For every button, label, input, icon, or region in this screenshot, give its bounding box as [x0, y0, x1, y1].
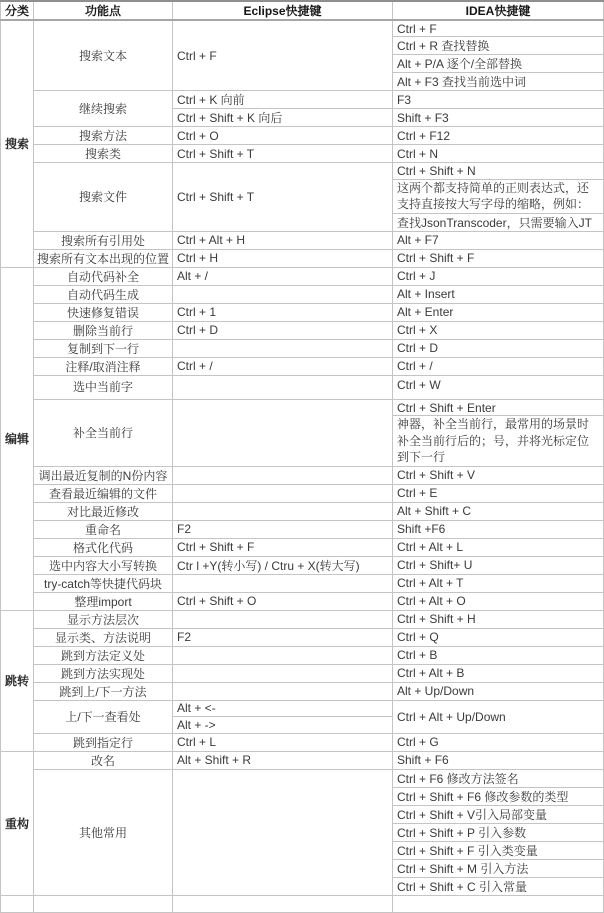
idea-shortcut-cell: Alt + Enter	[393, 303, 604, 321]
idea-shortcut-cell: Ctrl + Shift + P 引入参数	[393, 823, 604, 841]
eclipse-shortcut-cell: Alt + <-	[173, 700, 393, 717]
feature-cell: 格式化代码	[34, 538, 173, 556]
feature-cell: 复制到下一行	[34, 339, 173, 357]
idea-shortcut-cell: Ctrl + /	[393, 357, 604, 375]
table-row	[1, 592, 604, 610]
idea-shortcut-cell: Ctrl + F6 修改方法签名	[393, 769, 604, 787]
feature-cell: 跳到指定行	[34, 733, 173, 751]
idea-shortcut-cell: Ctrl + X	[393, 321, 604, 339]
eclipse-shortcut-cell	[173, 285, 393, 303]
idea-shortcut-cell: Ctrl + Shift + V	[393, 466, 604, 484]
eclipse-shortcut-cell	[173, 399, 393, 466]
idea-shortcut-cell: Alt + Shift + C	[393, 502, 604, 520]
eclipse-shortcut-cell: Ctrl + D	[173, 321, 393, 339]
header-eclipse: Eclipse快捷键	[173, 1, 393, 20]
idea-shortcut-cell: Ctrl + F12	[393, 127, 604, 145]
idea-shortcut-cell: Ctrl + Shift + V引入局部变量	[393, 805, 604, 823]
idea-shortcut-cell: Ctrl + Alt + L	[393, 538, 604, 556]
eclipse-shortcut-cell: Ctrl + L	[173, 733, 393, 751]
feature-cell: try-catch等快捷代码块	[34, 574, 173, 592]
table-row	[1, 303, 604, 321]
eclipse-shortcut-cell: Ctrl + /	[173, 357, 393, 375]
table-row	[1, 267, 604, 285]
header-row	[1, 1, 604, 20]
table-row	[1, 466, 604, 484]
feature-cell: 重命名	[34, 520, 173, 538]
eclipse-shortcut-cell: Ctrl + F	[173, 20, 393, 91]
category-cell: 搜索	[1, 20, 34, 267]
eclipse-shortcut-cell: Ctrl + Shift + T	[173, 145, 393, 163]
idea-shortcut-cell: Ctrl + Alt + Up/Down	[393, 700, 604, 733]
idea-shortcut-cell: Alt + Up/Down	[393, 682, 604, 700]
category-cell: 跳转	[1, 610, 34, 751]
feature-cell: 选中当前字	[34, 375, 173, 399]
eclipse-shortcut-cell: Alt + Shift + R	[173, 751, 393, 769]
table-row	[1, 502, 604, 520]
idea-shortcut-cell: Alt + P/A 逐个/全部替换	[393, 55, 604, 73]
idea-shortcut-cell: Ctrl + G	[393, 733, 604, 751]
idea-shortcut-cell: 这两个都支持简单的正则表达式，还支持直接按大写字母的缩略，例如：	[393, 179, 604, 213]
idea-shortcut-cell: Shift + F6	[393, 751, 604, 769]
table-row	[1, 484, 604, 502]
feature-cell: 补全当前行	[34, 399, 173, 466]
eclipse-shortcut-cell	[173, 610, 393, 628]
idea-shortcut-cell: Ctrl + D	[393, 339, 604, 357]
eclipse-shortcut-cell: Ctr l +Y(转小写) / Ctru + X(转大写)	[173, 556, 393, 574]
idea-shortcut-cell: Ctrl + Q	[393, 628, 604, 646]
idea-shortcut-cell: Ctrl + Shift + F6 修改参数的类型	[393, 787, 604, 805]
empty-cell	[393, 895, 604, 912]
table-row	[1, 375, 604, 399]
eclipse-shortcut-cell: Ctrl + Alt + H	[173, 231, 393, 249]
header-feature: 功能点	[34, 1, 173, 20]
idea-shortcut-cell: Ctrl + E	[393, 484, 604, 502]
table-row	[1, 682, 604, 700]
idea-shortcut-cell: Ctrl + Shift + F	[393, 249, 604, 267]
feature-cell: 删除当前行	[34, 321, 173, 339]
table-row	[1, 339, 604, 357]
table-row	[1, 127, 604, 145]
feature-cell: 显示方法层次	[34, 610, 173, 628]
table-row	[1, 285, 604, 303]
eclipse-shortcut-cell	[173, 375, 393, 399]
idea-shortcut-cell: Alt + F7	[393, 231, 604, 249]
table-row	[1, 145, 604, 163]
idea-shortcut-cell: Shift +F6	[393, 520, 604, 538]
eclipse-shortcut-cell	[173, 574, 393, 592]
eclipse-shortcut-cell: Ctrl + Shift + T	[173, 163, 393, 232]
feature-cell: 搜索方法	[34, 127, 173, 145]
idea-shortcut-cell: Ctrl + Shift + M 引入方法	[393, 859, 604, 877]
eclipse-shortcut-cell	[173, 646, 393, 664]
table-row	[1, 574, 604, 592]
eclipse-shortcut-cell	[173, 769, 393, 895]
feature-cell: 搜索类	[34, 145, 173, 163]
eclipse-shortcut-cell: Ctrl + Shift + K 向后	[173, 109, 393, 127]
idea-shortcut-cell: Alt + Insert	[393, 285, 604, 303]
eclipse-shortcut-cell: Ctrl + Shift + F	[173, 538, 393, 556]
feature-cell: 自动代码生成	[34, 285, 173, 303]
feature-cell: 注释/取消注释	[34, 357, 173, 375]
feature-cell: 调出最近复制的N份内容	[34, 466, 173, 484]
idea-shortcut-cell: Ctrl + W	[393, 375, 604, 399]
eclipse-shortcut-cell: F2	[173, 628, 393, 646]
feature-cell: 跳到方法定义处	[34, 646, 173, 664]
idea-shortcut-cell: Ctrl + Shift + N	[393, 163, 604, 180]
feature-cell: 继续搜索	[34, 91, 173, 127]
feature-cell: 对比最近修改	[34, 502, 173, 520]
table-row	[1, 321, 604, 339]
idea-shortcut-cell: Ctrl + J	[393, 267, 604, 285]
table-row	[1, 538, 604, 556]
feature-cell: 改名	[34, 751, 173, 769]
idea-shortcut-cell: Ctrl + Alt + T	[393, 574, 604, 592]
feature-cell: 其他常用	[34, 769, 173, 895]
eclipse-shortcut-cell: F2	[173, 520, 393, 538]
idea-shortcut-cell: Ctrl + Shift+ U	[393, 556, 604, 574]
feature-cell: 跳到方法实现处	[34, 664, 173, 682]
table-row	[1, 646, 604, 664]
table-row	[1, 231, 604, 249]
table-row	[1, 20, 604, 37]
table-row	[1, 520, 604, 538]
idea-shortcut-cell: Ctrl + B	[393, 646, 604, 664]
feature-cell: 跳到上/下一方法	[34, 682, 173, 700]
feature-cell: 搜索所有引用处	[34, 231, 173, 249]
feature-cell: 搜索所有文本出现的位置	[34, 249, 173, 267]
idea-shortcut-cell: 查找JsonTranscoder，只需要输入JT	[393, 213, 604, 231]
header-idea: IDEA快捷键	[393, 1, 604, 20]
idea-shortcut-cell: Ctrl + Alt + O	[393, 592, 604, 610]
idea-shortcut-cell: Ctrl + Alt + B	[393, 664, 604, 682]
table-row	[1, 628, 604, 646]
table-row	[1, 769, 604, 787]
table-row	[1, 249, 604, 267]
idea-shortcut-cell: 神器，补全当前行，最常用的场景时补全当前行后的；号，并将光标定位到下一行	[393, 416, 604, 466]
idea-shortcut-cell: Ctrl + Shift + F 引入类变量	[393, 841, 604, 859]
eclipse-shortcut-cell: Ctrl + 1	[173, 303, 393, 321]
table-row	[1, 733, 604, 751]
feature-cell: 上/下一查看处	[34, 700, 173, 733]
eclipse-shortcut-cell	[173, 484, 393, 502]
eclipse-shortcut-cell: Alt + ->	[173, 717, 393, 734]
eclipse-shortcut-cell: Alt + /	[173, 267, 393, 285]
idea-shortcut-cell: Ctrl + N	[393, 145, 604, 163]
table-body	[1, 20, 604, 912]
eclipse-shortcut-cell	[173, 682, 393, 700]
feature-cell: 搜索文件	[34, 163, 173, 232]
eclipse-shortcut-cell	[173, 664, 393, 682]
category-cell: 重构	[1, 751, 34, 895]
idea-shortcut-cell: Ctrl + R 查找替换	[393, 37, 604, 55]
feature-cell: 自动代码补全	[34, 267, 173, 285]
feature-cell: 整理import	[34, 592, 173, 610]
partial-row	[1, 895, 604, 912]
idea-shortcut-cell: Ctrl + Shift + C 引入常量	[393, 877, 604, 895]
idea-shortcut-cell: Ctrl + F	[393, 20, 604, 37]
idea-shortcut-cell: Alt + F3 查找当前选中词	[393, 73, 604, 91]
eclipse-shortcut-cell	[173, 466, 393, 484]
feature-cell: 选中内容大小写转换	[34, 556, 173, 574]
eclipse-shortcut-cell: Ctrl + H	[173, 249, 393, 267]
idea-shortcut-cell: Ctrl + Shift + H	[393, 610, 604, 628]
table-row	[1, 163, 604, 180]
eclipse-shortcut-cell	[173, 339, 393, 357]
idea-shortcut-cell: F3	[393, 91, 604, 109]
table-row	[1, 610, 604, 628]
category-cell: 编辑	[1, 267, 34, 610]
table-row	[1, 664, 604, 682]
feature-cell: 查看最近编辑的文件	[34, 484, 173, 502]
eclipse-shortcut-cell: Ctrl + O	[173, 127, 393, 145]
idea-shortcut-cell: Ctrl + Shift + Enter	[393, 399, 604, 416]
empty-cell	[1, 895, 34, 912]
idea-shortcut-cell: Shift + F3	[393, 109, 604, 127]
table-row	[1, 91, 604, 109]
eclipse-shortcut-cell: Ctrl + K 向前	[173, 91, 393, 109]
header-category: 分类	[1, 1, 34, 20]
feature-cell: 搜索文本	[34, 20, 173, 91]
table-row	[1, 751, 604, 769]
table-row	[1, 357, 604, 375]
eclipse-shortcut-cell: Ctrl + Shift + O	[173, 592, 393, 610]
table-row	[1, 399, 604, 416]
feature-cell: 快速修复错误	[34, 303, 173, 321]
feature-cell: 显示类、方法说明	[34, 628, 173, 646]
empty-cell	[173, 895, 393, 912]
table-row	[1, 556, 604, 574]
empty-cell	[34, 895, 173, 912]
table-row	[1, 700, 604, 717]
eclipse-shortcut-cell	[173, 502, 393, 520]
